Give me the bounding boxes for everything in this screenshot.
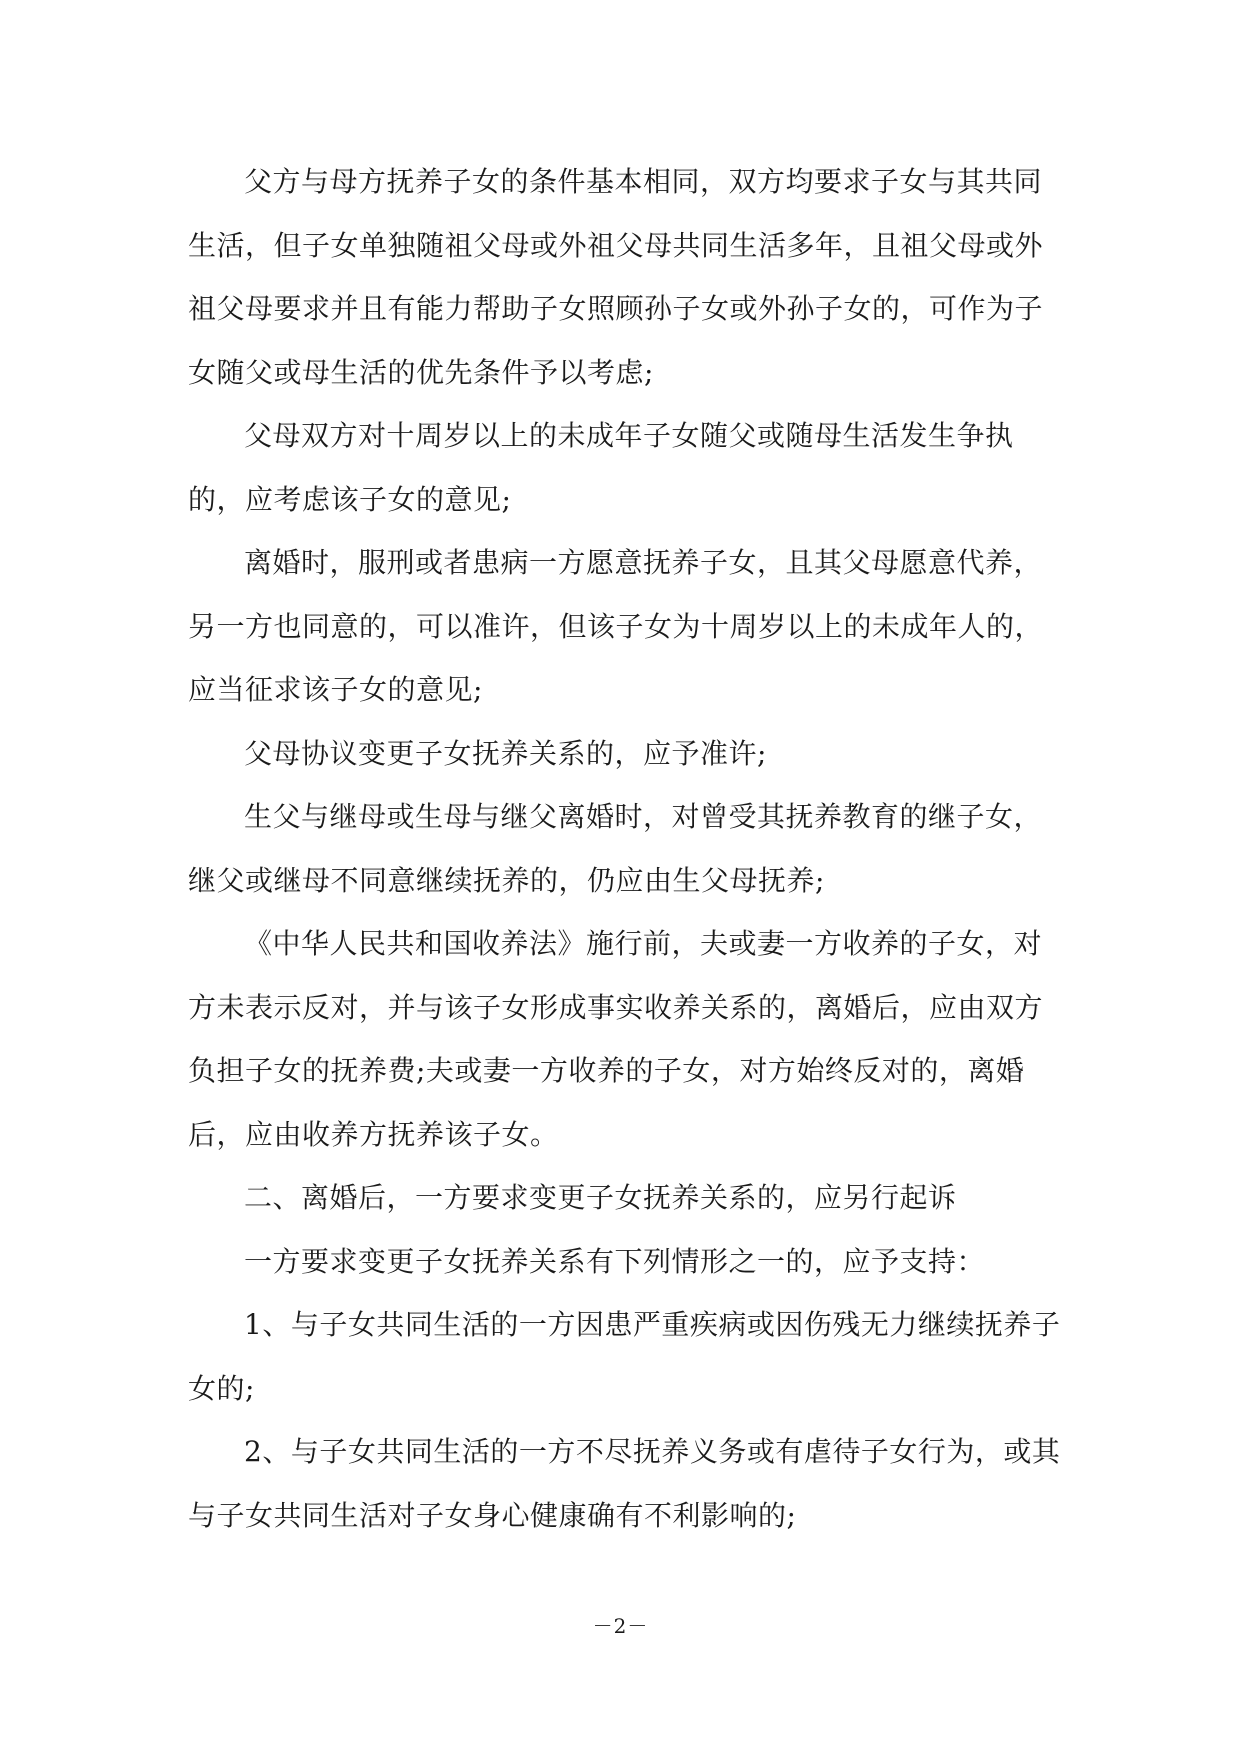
paragraph: 一方要求变更子女抚养关系有下列情形之一的，应予支持： — [244, 1244, 986, 1278]
list-item: 1、与子女共同生活的一方因患严重疾病或因伤残无力继续抚养子女的; — [188, 1308, 1061, 1405]
page-number: －2－ — [592, 1614, 649, 1638]
paragraph: 《中华人民共和国收养法》施行前，夫或妻一方收养的子女，对方未表示反对，并与该子女形成事实收养关系的，离婚后，应由双方负担子女的抚养费;夫或妻一方收养的子女，对方始终反对的，离婚后，应由收养方抚养该子女。 — [188, 927, 1044, 1151]
paragraph: 父母双方对十周岁以上的未成年子女随父或随母生活发生争执的，应考虑该子女的意见; — [188, 419, 1014, 516]
list-item: 2、与子女共同生活的一方不尽抚养义务或有虐待子女行为，或其与子女共同生活对子女身心健康确有不利影响的; — [188, 1435, 1061, 1532]
paragraph: 父方与母方抚养子女的条件基本相同，双方均要求子女与其共同生活，但子女单独随祖父母或外祖父母共同生活多年，且祖父母或外祖父母要求并且有能力帮助子女照顾孙子女或外孙子女的，可作为子女随父或母生活的优先条件予以考虑; — [188, 165, 1044, 389]
section-heading: 二、离婚后，一方要求变更子女抚养关系的，应另行起诉 — [244, 1181, 957, 1214]
document-body — [188, 150, 1068, 1547]
paragraph: 离婚时，服刑或者患病一方愿意抚养子女，且其父母愿意代养，另一方也同意的，可以准许，但该子女为十周岁以上的未成年人的，应当征求该子女的意见; — [188, 546, 1044, 706]
paragraph: 生父与继母或生母与继父离婚时，对曾受其抚养教育的继子女，继父或继母不同意继续抚养的，仍应由生父母抚养; — [188, 800, 1043, 897]
paragraph: 父母协议变更子女抚养关系的，应予准许; — [244, 736, 767, 770]
